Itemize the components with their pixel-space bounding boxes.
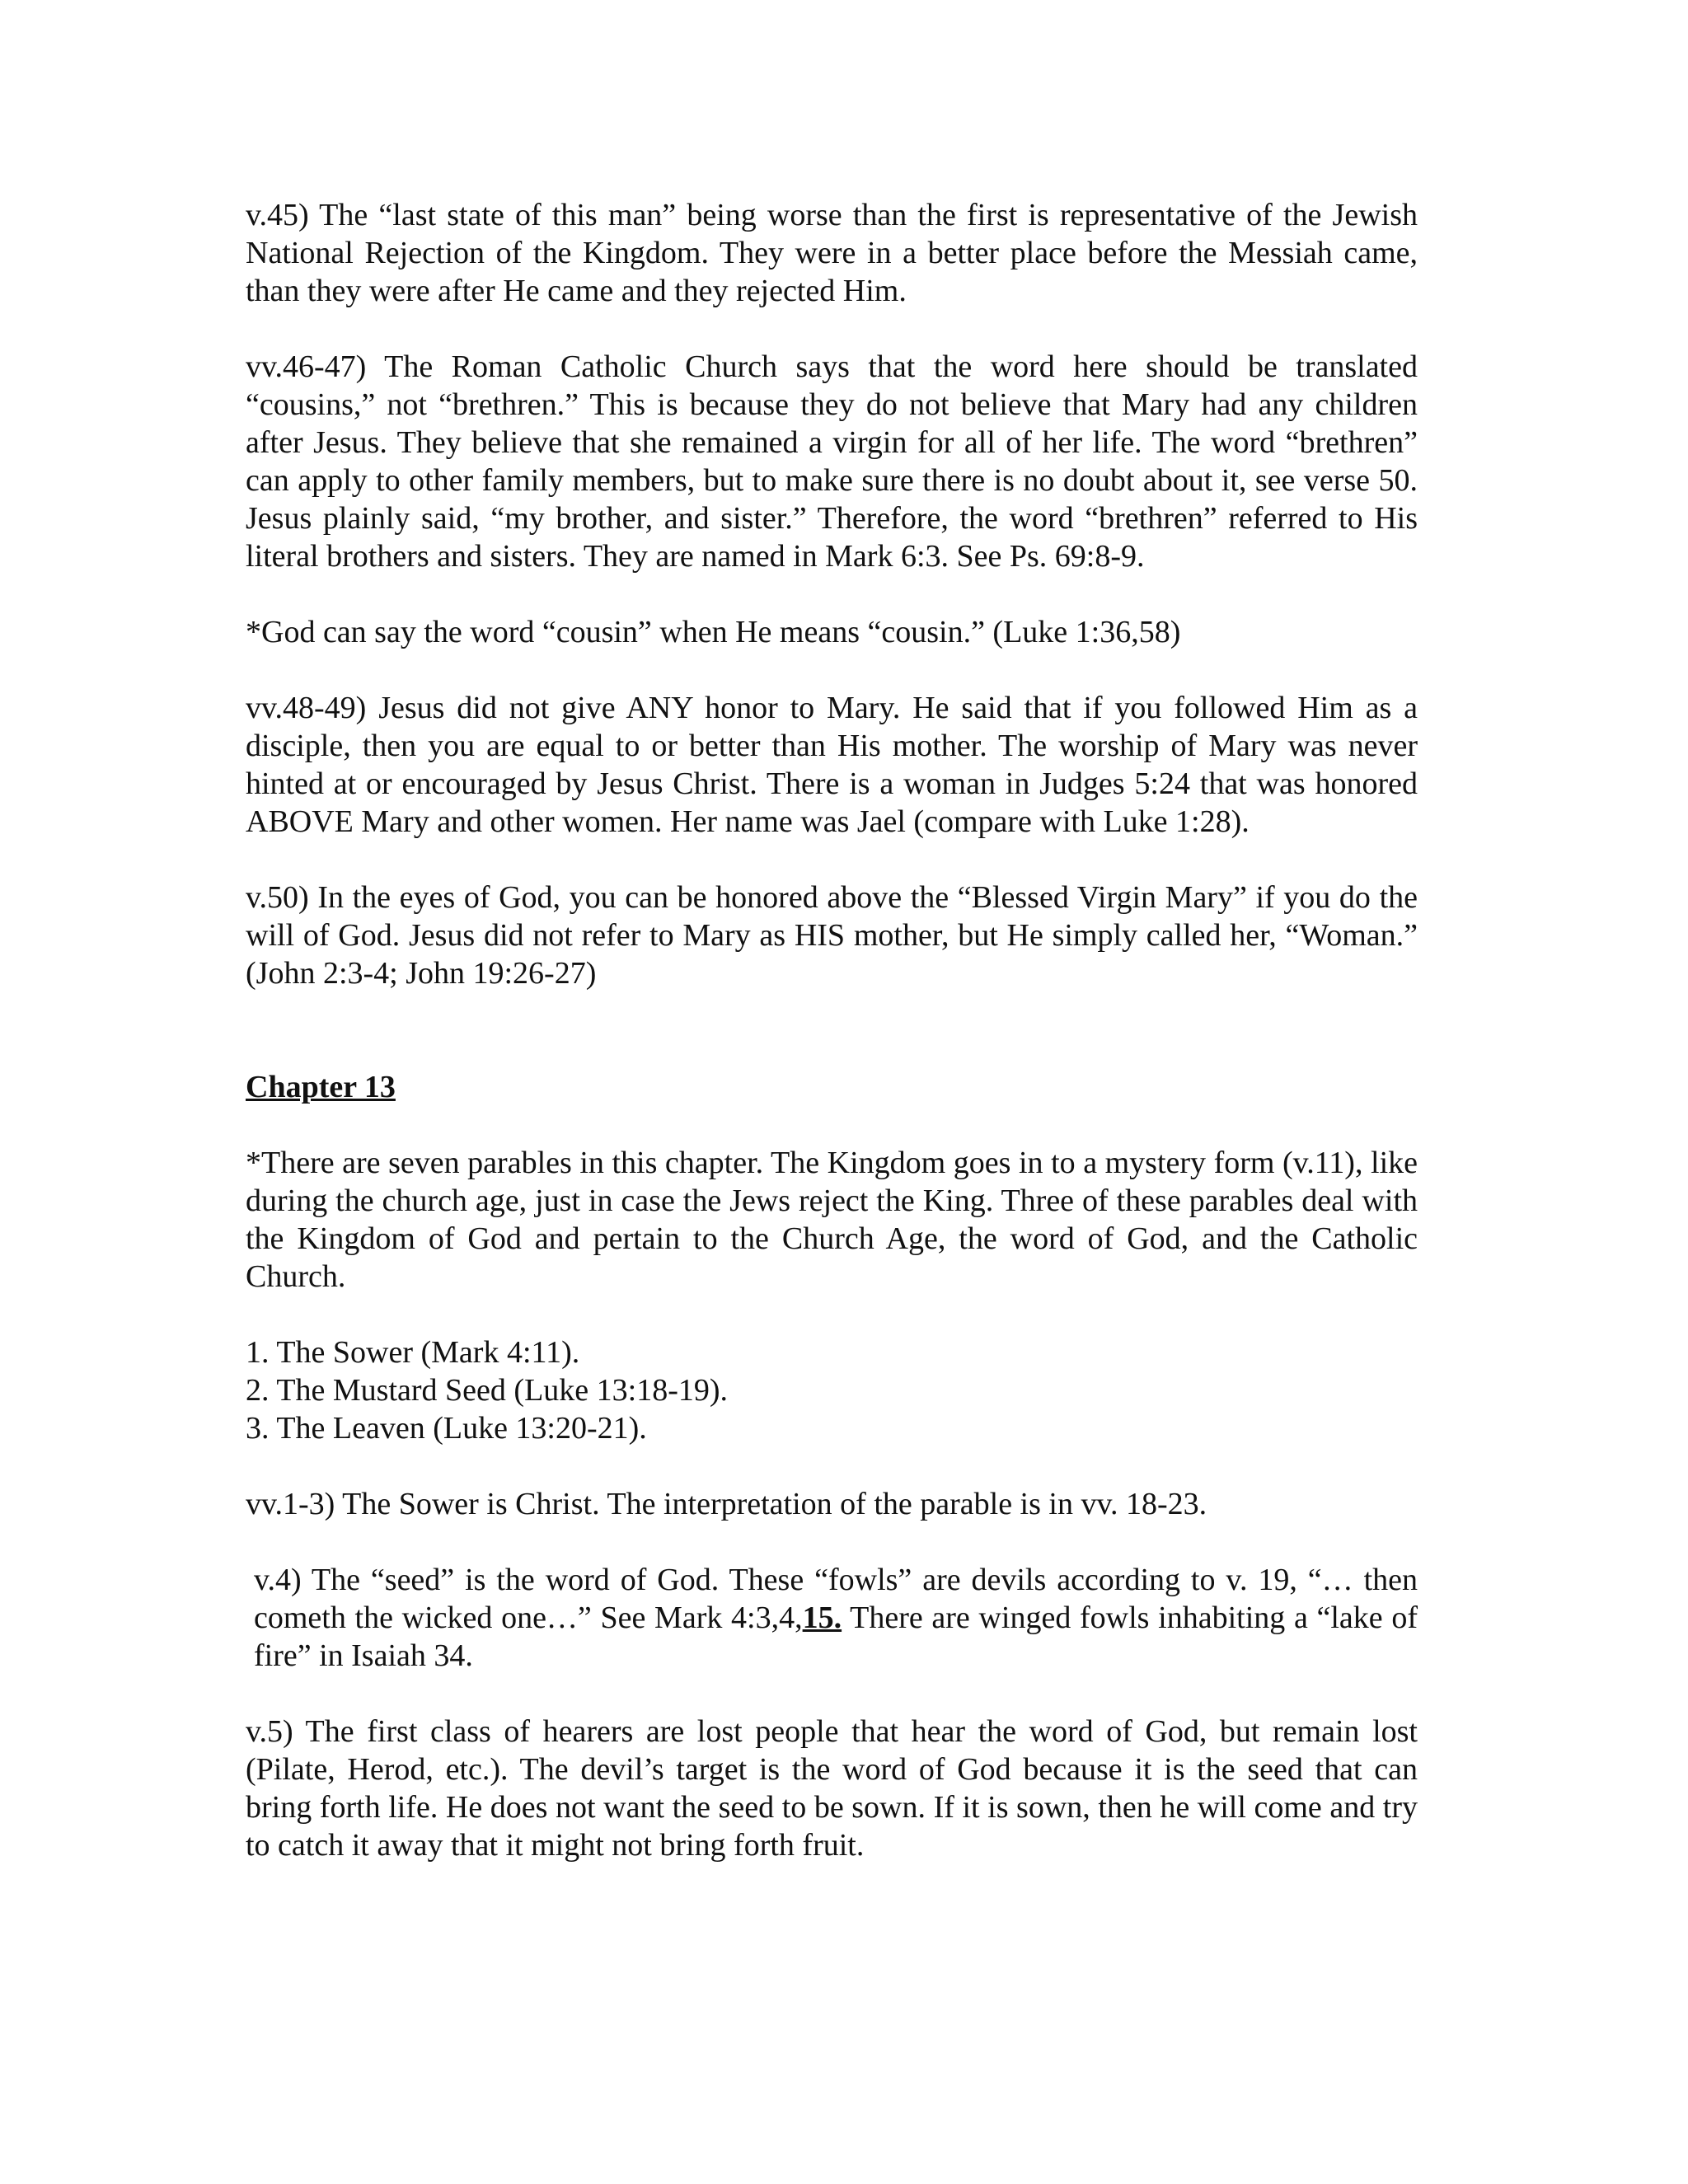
parable-list: [246, 1333, 1418, 1447]
paragraph-vv46-47: vv.46-47) The Roman Catholic Church says that the word here should be translated “cousins,” not “brethren.” This is because they do not believe that Mary had any children after Jesus. They believe that she remained a virgin for all of her life. The word “brethren” can apply to other family members, but to make sure there is no doubt about it, see verse 50. Jesus plainly said, “my brother, and sister.” Therefore, the word “brethren” referred to His literal brothers and sisters. They are named in Mark 6:3. See Ps. 69:8-9.: [246, 349, 1418, 574]
paragraph-v4: [246, 1561, 1418, 1675]
v4-text-after: There are winged fowls inhabiting a “lake of fire” in Isaiah 34.: [254, 1601, 1418, 1673]
paragraph-chapter-intro: *There are seven parables in this chapter. The Kingdom goes in to a mystery form (v.11), like during the church age, just in case the Jews reject the King. Three of these parables deal with the Kingdom of God and pertain to the Church Age, the word of God, and the Catholic Church.: [246, 1146, 1418, 1294]
paragraph-v5: v.5) The first class of hearers are lost people that hear the word of God, but remain lost (Pilate, Herod, etc.). The devil’s target is the word of God because it is the seed that can bring forth life. He does not want the seed to be sown. If it is sown, then he will come and try to catch it away that it might not bring forth fruit.: [246, 1714, 1418, 1863]
list-item: 2. The Mustard Seed (Luke 13:18-19).: [246, 1373, 729, 1408]
v4-emphasis: 15.: [802, 1601, 842, 1635]
list-item: 3. The Leaven (Luke 13:20-21).: [246, 1411, 647, 1446]
paragraph-vv1-3: vv.1-3) The Sower is Christ. The interpretation of the parable is in vv. 18-23.: [246, 1487, 1207, 1521]
paragraph-cousin-note: *God can say the word “cousin” when He means “cousin.” (Luke 1:36,58): [246, 615, 1181, 649]
list-item: 1. The Sower (Mark 4:11).: [246, 1335, 580, 1370]
paragraph-v50: v.50) In the eyes of God, you can be honored above the “Blessed Virgin Mary” if you do the will of God. Jesus did not refer to Mary as HIS mother, but He simply called her, “Woman.” (John 2:3-4; John 19:26-27): [246, 880, 1418, 991]
document-page: [246, 196, 1418, 1902]
v4-text-before: v.4) The “seed” is the word of God. These “fowls” are devils according to v. 19, “… then cometh the wicked one…” See Mark 4:3,4,: [254, 1563, 1418, 1635]
chapter-heading: Chapter 13: [246, 1070, 396, 1104]
paragraph-vv48-49: vv.48-49) Jesus did not give ANY honor to Mary. He said that if you followed Him as a disciple, then you are equal to or better than His mother. The worship of Mary was never hinted at or encouraged by Jesus Christ. There is a woman in Judges 5:24 that was honored ABOVE Mary and other women. Her name was Jael (compare with Luke 1:28).: [246, 691, 1418, 839]
paragraph-v45: v.45) The “last state of this man” being worse than the first is representative of the Jewish National Rejection of the Kingdom. They were in a better place before the Messiah came, than they were after He came and they rejected Him.: [246, 198, 1418, 308]
